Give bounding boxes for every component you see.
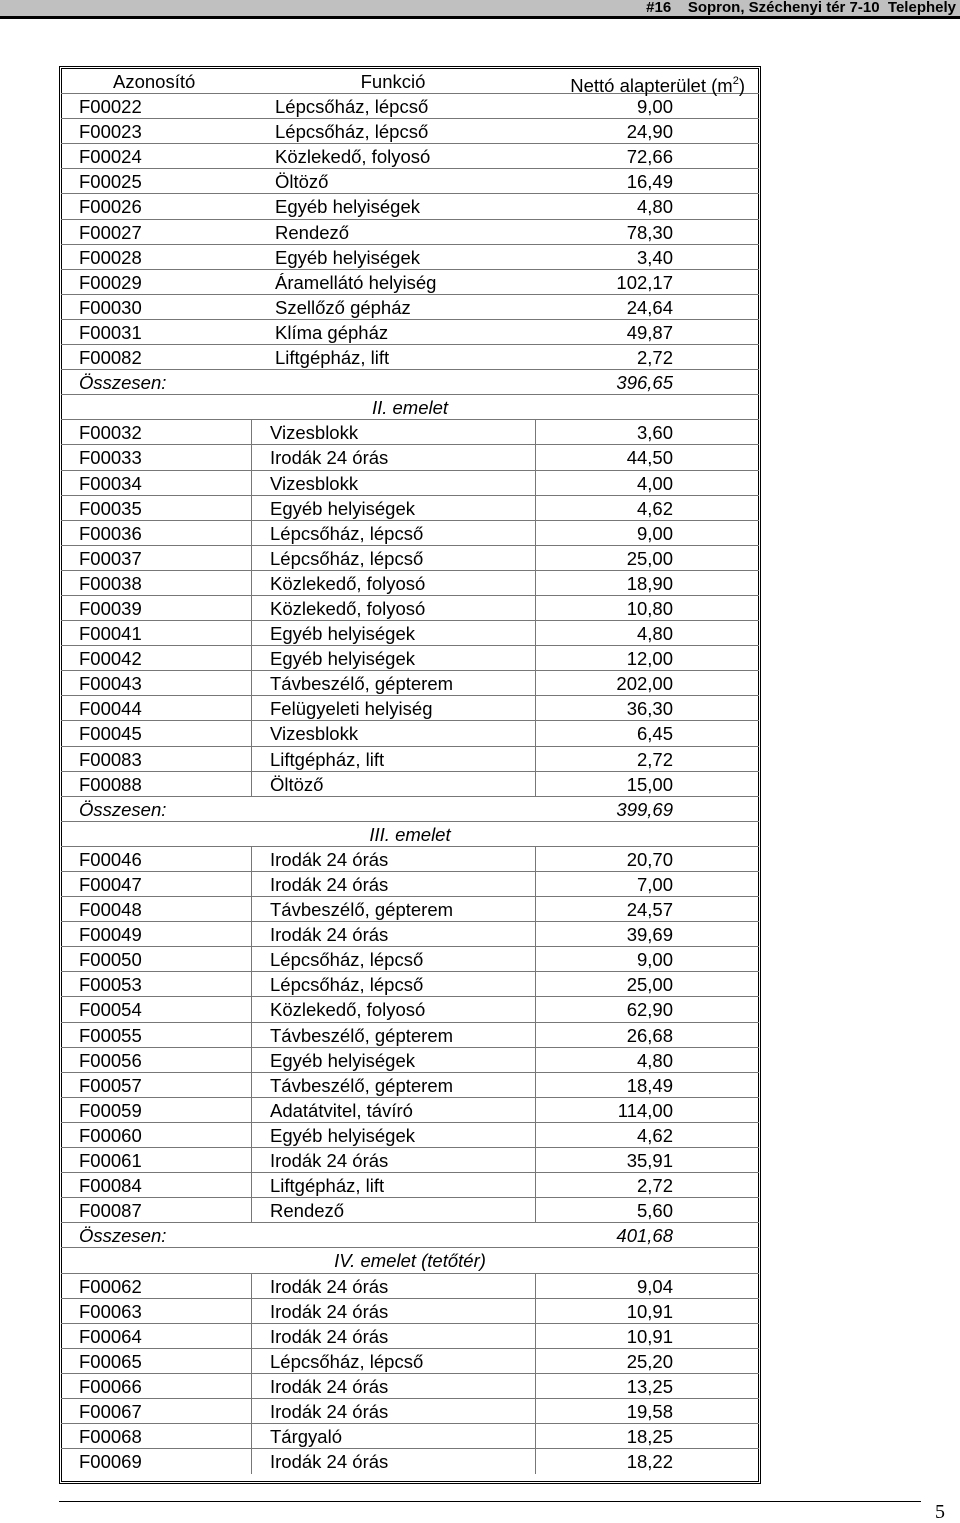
section-heading-row: [61, 822, 759, 847]
room-function: Tárgyaló: [251, 1424, 535, 1449]
room-function: Egyéb helyiségek: [275, 196, 421, 218]
room-area: 10,80: [535, 596, 759, 621]
room-function: Vizesblokk: [251, 471, 535, 496]
room-area: 25,20: [535, 1349, 759, 1374]
room-id: F00042: [79, 648, 142, 670]
room-function: Távbeszélő, gépterem: [251, 1023, 535, 1048]
table-row: [61, 1073, 759, 1098]
table-row: [61, 144, 759, 169]
room-area: 4,62: [535, 496, 759, 521]
room-id: F00045: [79, 723, 142, 745]
table-row: [61, 1399, 759, 1424]
room-id: F00027: [79, 221, 142, 243]
room-id: F00033: [79, 447, 142, 469]
table-row: [61, 646, 759, 671]
room-id: F00063: [79, 1300, 142, 1322]
table-row: [61, 1123, 759, 1148]
table-row: [61, 1048, 759, 1073]
room-area: 18,22: [535, 1449, 759, 1474]
room-function: Távbeszélő, gépterem: [251, 671, 535, 696]
room-id: F00030: [79, 296, 142, 318]
room-id: F00083: [79, 748, 142, 770]
room-area: 102,17: [616, 271, 673, 293]
room-id: F00082: [79, 347, 142, 369]
room-function: Egyéb helyiségek: [251, 1048, 535, 1073]
room-area: 6,45: [535, 721, 759, 746]
room-function: Lépcsőház, lépcső: [251, 972, 535, 997]
table-row: [61, 345, 759, 370]
room-function: Liftgépház, lift: [251, 1173, 535, 1198]
total-label: Összesen:: [79, 1225, 167, 1247]
room-id: F00029: [79, 271, 142, 293]
table-row: [61, 696, 759, 721]
room-function: Irodák 24 órás: [251, 872, 535, 897]
table-row: [61, 270, 759, 295]
room-id: F00031: [79, 321, 142, 343]
total-row: [61, 1223, 759, 1248]
room-function: Áramellátó helyiség: [275, 271, 437, 293]
total-spacer: [251, 797, 535, 822]
room-function: Lépcsőház, lépcső: [251, 521, 535, 546]
room-area: 3,60: [535, 420, 759, 445]
room-id: F00022: [79, 96, 142, 118]
room-area: 12,00: [535, 646, 759, 671]
table-row: [61, 747, 759, 772]
table-header-row: [61, 69, 759, 94]
room-id: F00056: [79, 1049, 142, 1071]
room-id: F00060: [79, 1124, 142, 1146]
room-function: Közlekedő, folyosó: [251, 997, 535, 1022]
room-id: F00068: [79, 1426, 142, 1448]
room-function: Adatátvitel, távíró: [251, 1098, 535, 1123]
table-row: [61, 295, 759, 320]
room-area: 2,72: [535, 747, 759, 772]
room-area: 10,91: [535, 1299, 759, 1324]
room-function: Lépcsőház, lépcső: [251, 546, 535, 571]
room-id: F00048: [79, 899, 142, 921]
table-row: [61, 1424, 759, 1449]
footer-rule: [59, 1501, 921, 1502]
table-row: [61, 420, 759, 445]
table-row: [61, 1274, 759, 1299]
total-spacer: [251, 370, 535, 395]
room-area: 78,30: [626, 221, 673, 243]
room-function: Liftgépház, lift: [251, 747, 535, 772]
room-id: F00065: [79, 1350, 142, 1372]
room-area-table: [61, 69, 759, 1474]
room-id: F00028: [79, 246, 142, 268]
room-function: Irodák 24 órás: [251, 1449, 535, 1474]
room-function: Liftgépház, lift: [275, 347, 390, 369]
room-area: 39,69: [535, 922, 759, 947]
room-area: 18,90: [535, 571, 759, 596]
column-header-id: Azonosító: [113, 71, 196, 92]
table-row: [61, 596, 759, 621]
room-area: 202,00: [535, 671, 759, 696]
room-area: 25,00: [535, 972, 759, 997]
room-function: Közlekedő, folyosó: [275, 146, 431, 168]
room-id: F00067: [79, 1400, 142, 1422]
room-function: Felügyeleti helyiség: [251, 696, 535, 721]
room-area: 13,25: [535, 1374, 759, 1399]
room-area: 9,00: [535, 947, 759, 972]
table-row: [61, 1098, 759, 1123]
table-row: [61, 922, 759, 947]
table-row: [61, 245, 759, 270]
room-id: F00043: [79, 673, 142, 695]
table-row: [61, 1023, 759, 1048]
header-title: #16 Sopron, Széchenyi tér 7-10 Telephely: [646, 0, 956, 16]
room-id: F00046: [79, 848, 142, 870]
table-row: [61, 220, 759, 245]
room-area: 72,66: [626, 146, 673, 168]
table-row: [61, 621, 759, 646]
room-function: Rendező: [275, 221, 350, 243]
room-function: Irodák 24 órás: [251, 922, 535, 947]
room-area: 9,00: [636, 96, 673, 118]
table-row: [61, 521, 759, 546]
total-row: [61, 370, 759, 395]
table-row: [61, 847, 759, 872]
section-heading-row: [61, 395, 759, 420]
room-area: 24,57: [535, 897, 759, 922]
table-row: [61, 1198, 759, 1223]
room-area: 5,60: [535, 1198, 759, 1223]
room-id: F00055: [79, 1024, 142, 1046]
room-function: Egyéb helyiségek: [251, 646, 535, 671]
table-row: [61, 471, 759, 496]
table-row: [61, 445, 759, 470]
room-function: Rendező: [251, 1198, 535, 1223]
table-row: [61, 997, 759, 1022]
room-function: Egyéb helyiségek: [251, 1123, 535, 1148]
total-label: Összesen:: [79, 798, 167, 820]
room-id: F00039: [79, 597, 142, 619]
room-function: Irodák 24 órás: [251, 1324, 535, 1349]
table-row: [61, 772, 759, 797]
room-id: F00069: [79, 1451, 142, 1473]
room-function: Irodák 24 órás: [251, 445, 535, 470]
room-function: Egyéb helyiségek: [275, 246, 421, 268]
room-id: F00044: [79, 698, 142, 720]
room-area: 36,30: [535, 696, 759, 721]
table-row: [61, 1324, 759, 1349]
room-id: F00057: [79, 1074, 142, 1096]
room-id: F00059: [79, 1099, 142, 1121]
room-area: 4,80: [535, 621, 759, 646]
header-bar: [0, 0, 960, 19]
table-row: [61, 496, 759, 521]
room-id: F00032: [79, 422, 142, 444]
room-area: 4,00: [535, 471, 759, 496]
table-row: [61, 546, 759, 571]
room-function: Távbeszélő, gépterem: [251, 1073, 535, 1098]
room-area: 9,00: [535, 521, 759, 546]
room-area: 16,49: [626, 171, 673, 193]
room-function: Klíma gépház: [275, 321, 389, 343]
table-row: [61, 169, 759, 194]
room-function: Irodák 24 órás: [251, 1148, 535, 1173]
room-function: Irodák 24 órás: [251, 847, 535, 872]
room-area: 49,87: [626, 321, 673, 343]
room-area: 4,80: [535, 1048, 759, 1073]
room-function: Lépcsőház, lépcső: [251, 1349, 535, 1374]
room-id: F00061: [79, 1150, 142, 1172]
section-heading-row: [61, 1248, 759, 1273]
room-id: F00026: [79, 196, 142, 218]
room-id: F00066: [79, 1375, 142, 1397]
room-area: 15,00: [535, 772, 759, 797]
room-area: 35,91: [535, 1148, 759, 1173]
room-id: F00036: [79, 522, 142, 544]
room-area: 25,00: [535, 546, 759, 571]
table-row: [61, 571, 759, 596]
room-function: Irodák 24 órás: [251, 1299, 535, 1324]
table-row: [61, 320, 759, 345]
room-function: Öltöző: [251, 772, 535, 797]
room-id: F00087: [79, 1200, 142, 1222]
room-id: F00041: [79, 623, 142, 645]
table-row: [61, 194, 759, 219]
total-value: 401,68: [616, 1225, 673, 1247]
room-function: Szellőző gépház: [275, 296, 411, 318]
table-row: [61, 1173, 759, 1198]
room-function: Irodák 24 órás: [251, 1374, 535, 1399]
room-function: Lépcsőház, lépcső: [275, 96, 429, 118]
room-area: 18,49: [535, 1073, 759, 1098]
room-id: F00023: [79, 121, 142, 143]
room-id: F00053: [79, 974, 142, 996]
table-row: [61, 1148, 759, 1173]
room-function: Közlekedő, folyosó: [251, 571, 535, 596]
room-id: F00038: [79, 572, 142, 594]
room-function: Irodák 24 órás: [251, 1399, 535, 1424]
room-function: Irodák 24 órás: [251, 1274, 535, 1299]
room-id: F00050: [79, 949, 142, 971]
table-row: [61, 1299, 759, 1324]
room-area: 4,62: [535, 1123, 759, 1148]
room-id: F00088: [79, 773, 142, 795]
section-title: IV. emelet (tetőtér): [334, 1250, 486, 1272]
room-area: 2,72: [636, 347, 673, 369]
room-area: 7,00: [535, 872, 759, 897]
table-row: [61, 947, 759, 972]
table-row: [61, 1374, 759, 1399]
room-area: 19,58: [535, 1399, 759, 1424]
room-function: Vizesblokk: [251, 721, 535, 746]
column-header-area: Nettó alapterület $(m^2)$: [570, 75, 745, 96]
room-area: 20,70: [535, 847, 759, 872]
room-id: F00037: [79, 547, 142, 569]
total-row: [61, 797, 759, 822]
room-area: 3,40: [636, 246, 673, 268]
room-area: 24,64: [626, 296, 673, 318]
room-id: F00062: [79, 1275, 142, 1297]
table-row: [61, 1349, 759, 1374]
total-label: Összesen:: [79, 372, 167, 394]
section-title: III. emelet: [369, 823, 451, 845]
room-function: Öltöző: [275, 171, 329, 193]
room-id: F00035: [79, 497, 142, 519]
room-area: 44,50: [535, 445, 759, 470]
room-id: F00054: [79, 999, 142, 1021]
table-row: [61, 94, 759, 119]
room-function: Távbeszélő, gépterem: [251, 897, 535, 922]
column-header-function: Funkció: [360, 71, 426, 92]
table-row: [61, 721, 759, 746]
room-area: 26,68: [535, 1023, 759, 1048]
table-row: [61, 1449, 759, 1474]
room-area: 10,91: [535, 1324, 759, 1349]
room-id: F00034: [79, 472, 142, 494]
room-area: 18,25: [535, 1424, 759, 1449]
room-id: F00064: [79, 1325, 142, 1347]
table-row: [61, 119, 759, 144]
room-area: 24,90: [626, 121, 673, 143]
total-value: 396,65: [616, 372, 673, 394]
room-function: Közlekedő, folyosó: [251, 596, 535, 621]
room-area: 114,00: [535, 1098, 759, 1123]
room-function: Vizesblokk: [251, 420, 535, 445]
room-id: F00084: [79, 1175, 142, 1197]
room-area: 9,04: [535, 1274, 759, 1299]
room-area: 62,90: [535, 997, 759, 1022]
total-spacer: [251, 1223, 535, 1248]
table-row: [61, 972, 759, 997]
room-function: Lépcsőház, lépcső: [275, 121, 429, 143]
room-area: 4,80: [636, 196, 673, 218]
total-value: 399,69: [616, 798, 673, 820]
section-title: II. emelet: [371, 397, 449, 419]
room-id: F00047: [79, 874, 142, 895]
page-number: 5: [935, 1501, 945, 1523]
table-row: [61, 671, 759, 696]
table-row: [61, 897, 759, 922]
room-id: F00025: [79, 171, 142, 193]
room-function: Lépcsőház, lépcső: [251, 947, 535, 972]
room-function: Egyéb helyiségek: [251, 621, 535, 646]
room-function: Egyéb helyiségek: [251, 496, 535, 521]
room-id: F00049: [79, 924, 142, 946]
room-id: F00024: [79, 146, 142, 168]
room-area: 2,72: [535, 1173, 759, 1198]
table-row: [61, 872, 759, 897]
